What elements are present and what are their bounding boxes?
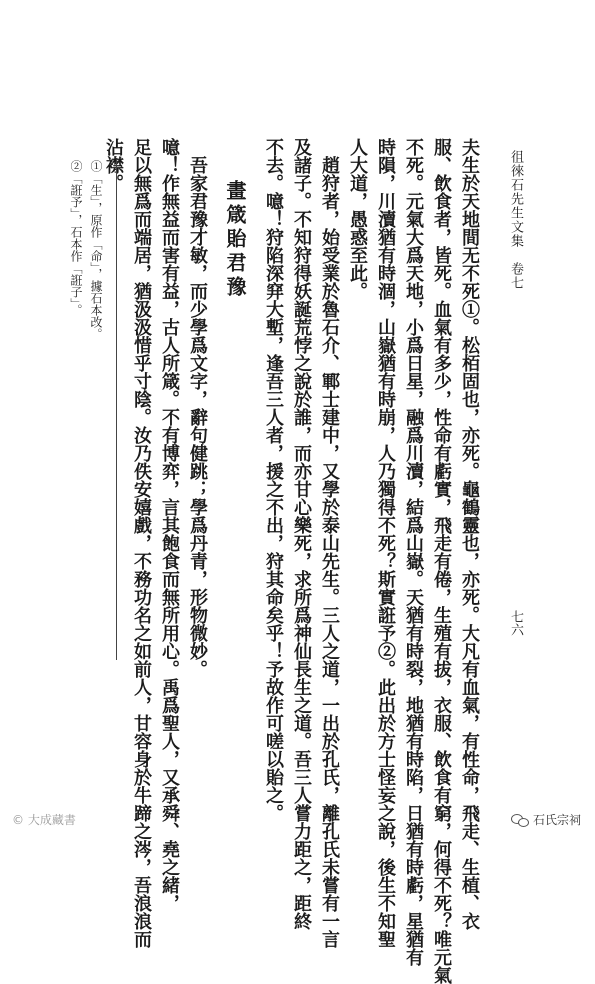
- page-number: 七六: [508, 610, 523, 636]
- text-column: 時隕，川瀆猶有時涸，山嶽猶有時崩，人乃獨得不死？斯實誑予②。此出於方士怪妄之說，後生不知聖: [375, 138, 396, 948]
- watermark-right-label: 石氏宗祠: [532, 813, 581, 827]
- text-column: 沾襟。: [103, 138, 124, 192]
- wechat-icon: [511, 813, 529, 827]
- section-title: 畫箴貽君豫: [223, 180, 247, 300]
- text-column: 人大道，愚惑至此。: [347, 138, 368, 300]
- text-column: 服、飲食者，皆死。血氣有多少，性命有虧實，飛走有倦，生殖有拔，衣服、飲食有窮，何得不死？唯元氣: [431, 138, 452, 984]
- text-column: 足以無爲而端居，猶汲汲惜乎寸陰。汝乃佚安嬉戲，不務功名之如前人，甘容身於牛蹄之涔，吾浪浪而: [131, 138, 152, 948]
- text-column: 噫！作無益而害有益，古人所箴。不有博弈，言其飽食而無所用心。禹爲聖人，又承舜、堯之緒，: [159, 138, 180, 912]
- text-column: 及諸子。不知狩得妖誕荒悖之說於誰，而亦甘心樂死，求所爲神仙長生之道。吾三人嘗力距之，距終: [291, 138, 312, 930]
- paragraph-start-column: 吾家君豫才敏，而少學爲文字，辭句健跳；學爲丹青，形物微妙。: [187, 156, 208, 678]
- paragraph-start-column: 趙狩者，始受業於魯石介、鄆士建中，又學於泰山先生。三人之道，一出於孔氏，離孔氏未嘗有一言: [319, 156, 340, 948]
- text-column: 夫生於天地間无不死①。松栢固也，亦死。龜鶴靈也，亦死。大凡有血氣，有性命，飛走、生植、衣: [459, 138, 480, 930]
- footnote: ②「誑予」，石本作「誑子」。: [69, 160, 83, 316]
- watermark-right: [511, 811, 581, 828]
- footnotes: [66, 160, 117, 660]
- text-column: 不死。元氣大爲天地，小爲日星，融爲川瀆，結爲山嶽。天猶有時裂，地猶有時陷，日猶有時虧，星猶有: [403, 138, 424, 966]
- running-header: 徂徠石先生文集 卷七: [508, 150, 523, 290]
- footnote: ①「生」，原作「命」，據石本改。: [89, 160, 103, 340]
- main-text: [99, 138, 483, 984]
- watermark-left: © 大成藏書: [12, 813, 76, 827]
- text-column: 不去。噫！狩陷深穽大塹，逢吾三人者，援之不出，狩其命矣乎！予故作可嗟以貽之。: [263, 138, 284, 822]
